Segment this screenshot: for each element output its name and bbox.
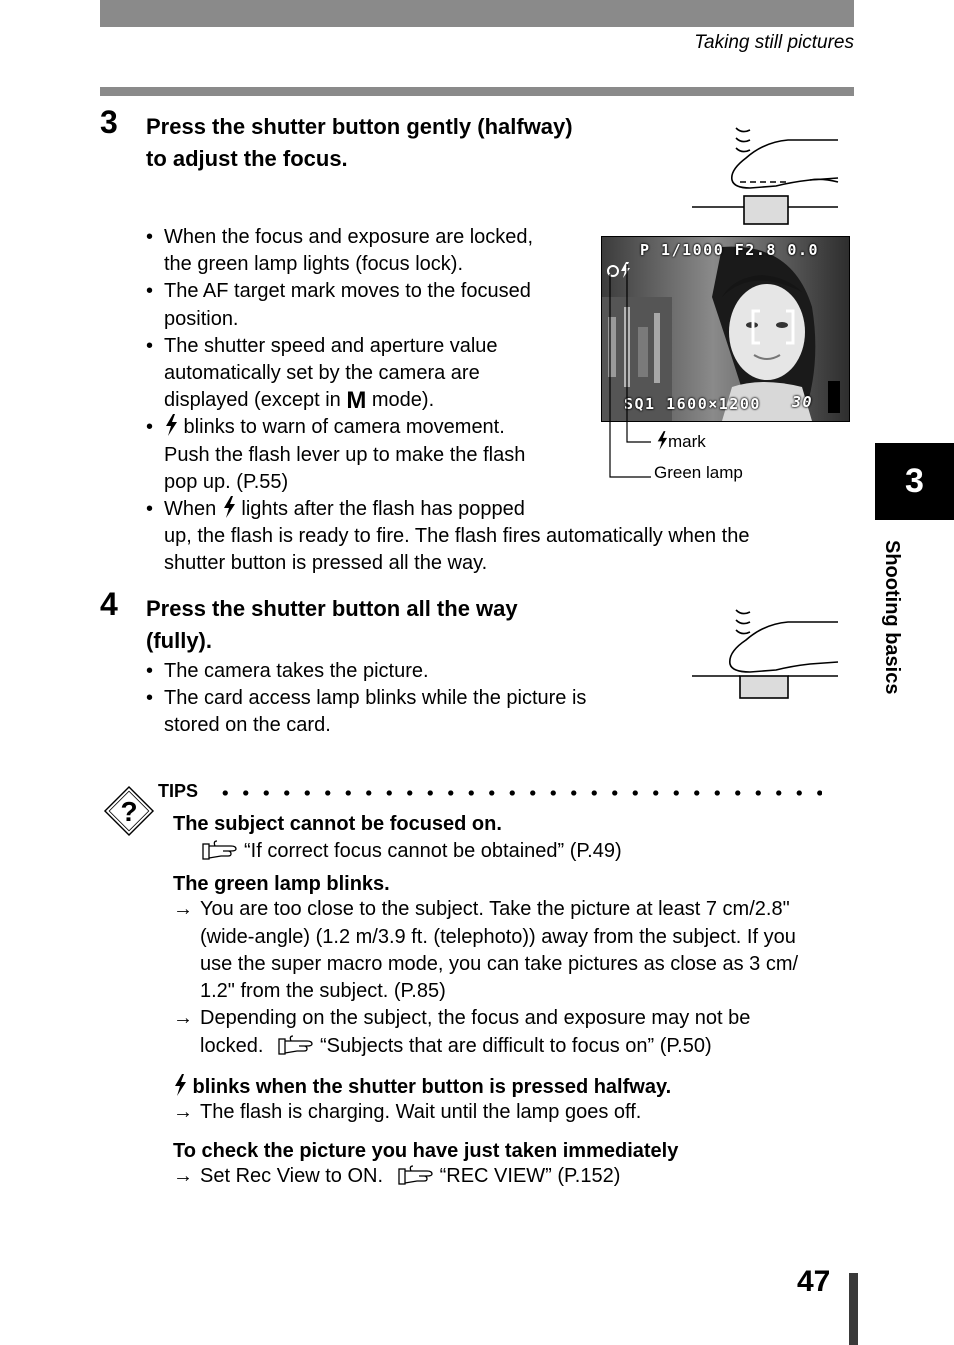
tips-question-icon (102, 784, 156, 838)
step-4-number: 4 (100, 586, 118, 622)
full-press-finger-illustration (692, 604, 842, 700)
reference-hand-icon (397, 1164, 437, 1186)
manual-mode-glyph: M (346, 387, 367, 415)
tip-item: → Depending on the subject, the focus and exposure may not be locked. “Subjects that are difficult to focus on” (P.50) (173, 1007, 751, 1057)
step-3-title-line1: Press the shutter button gently (halfway) (146, 114, 573, 139)
lcd-top-readout: P 1/1000 F2.8 0.0 (640, 241, 820, 259)
list-item: • The shutter speed and aperture value automatically set by the camera are displayed (except in M mode). (146, 333, 836, 415)
flash-icon (173, 1074, 187, 1096)
list-item: • blinks to warn of camera movement. Push the flash lever up to make the flash pop up. (P.55) (146, 414, 836, 496)
tips-question-glyph: ? (120, 796, 138, 827)
flash-icon (656, 431, 668, 450)
lcd-bottom-readout: SQ1 1600×1200 (624, 395, 761, 413)
step-3-title-line2: to adjust the focus. (146, 146, 348, 171)
list-item: • The AF target mark moves to the focused position. (146, 278, 836, 332)
tip-item: → Set Rec View to ON. “REC VIEW” (P.152) (173, 1163, 863, 1190)
list-item: • When lights after the flash has popped up, the flash is ready to fire. The flash fires automatically when the shutter button is pressed all the way. (146, 496, 836, 578)
list-item: • When the focus and exposure are locked, the green lamp lights (focus lock). (146, 224, 836, 278)
flash-icon (222, 496, 236, 518)
half-press-finger-illustration (692, 120, 842, 226)
page-number: 47 (797, 1265, 831, 1298)
tip-heading: The subject cannot be focused on. (173, 813, 502, 835)
list-item: • The card access lamp blinks while the picture is stored on the card. (146, 685, 686, 739)
header-bar (100, 0, 854, 27)
reference-hand-icon (201, 839, 241, 861)
chapter-tab: 3 (875, 443, 954, 520)
callout-green-lamp: Green lamp (654, 463, 743, 482)
chapter-title: Shooting basics (881, 540, 903, 695)
step-4-title (146, 593, 518, 657)
arrow-icon: → (173, 898, 193, 921)
arrow-icon: → (173, 1165, 193, 1188)
flash-icon (164, 414, 178, 436)
tip-heading: The green lamp blinks. (173, 873, 390, 896)
step-4-bullets (146, 658, 686, 740)
af-target-mark (750, 309, 796, 345)
step-4-title-line1: Press the shutter button all the way (146, 596, 518, 621)
reference-hand-icon (277, 1034, 317, 1056)
step-3-number: 3 (100, 104, 118, 140)
tip-item: → You are too close to the subject. Take the picture at least 7 cm/2.8" (wide-angle) (1.2 m/3.9 ft. (telephoto)) away from the subject. If you use the super macro mode, you can take pictures as close as 3 cm/ 1.2" from the subject. (P.85) (173, 898, 799, 1003)
step-3-title (146, 111, 573, 175)
arrow-icon: → (173, 1101, 193, 1124)
section-rule (100, 87, 854, 96)
step-4-title-line2: (fully). (146, 628, 212, 653)
tip-item: → The flash is charging. Wait until the lamp goes off. (173, 1099, 863, 1126)
tip-heading: To check the picture you have just taken immediately (173, 1140, 679, 1163)
lcd-frames-remaining: 30 (792, 393, 814, 411)
tips-content (173, 813, 863, 1191)
tip-heading: blinks when the shutter button is pressed halfway. (173, 1074, 863, 1099)
list-item: • The camera takes the picture. (146, 658, 686, 685)
tips-dotted-rule (215, 790, 822, 796)
callout-flash-mark: mark (656, 431, 706, 452)
tip-reference: “If correct focus cannot be obtained” (P.49) (173, 838, 863, 865)
page-number-bar (849, 1273, 858, 1345)
running-head: Taking still pictures (694, 32, 854, 53)
tips-label: TIPS (158, 781, 199, 801)
arrow-icon: → (173, 1007, 193, 1030)
